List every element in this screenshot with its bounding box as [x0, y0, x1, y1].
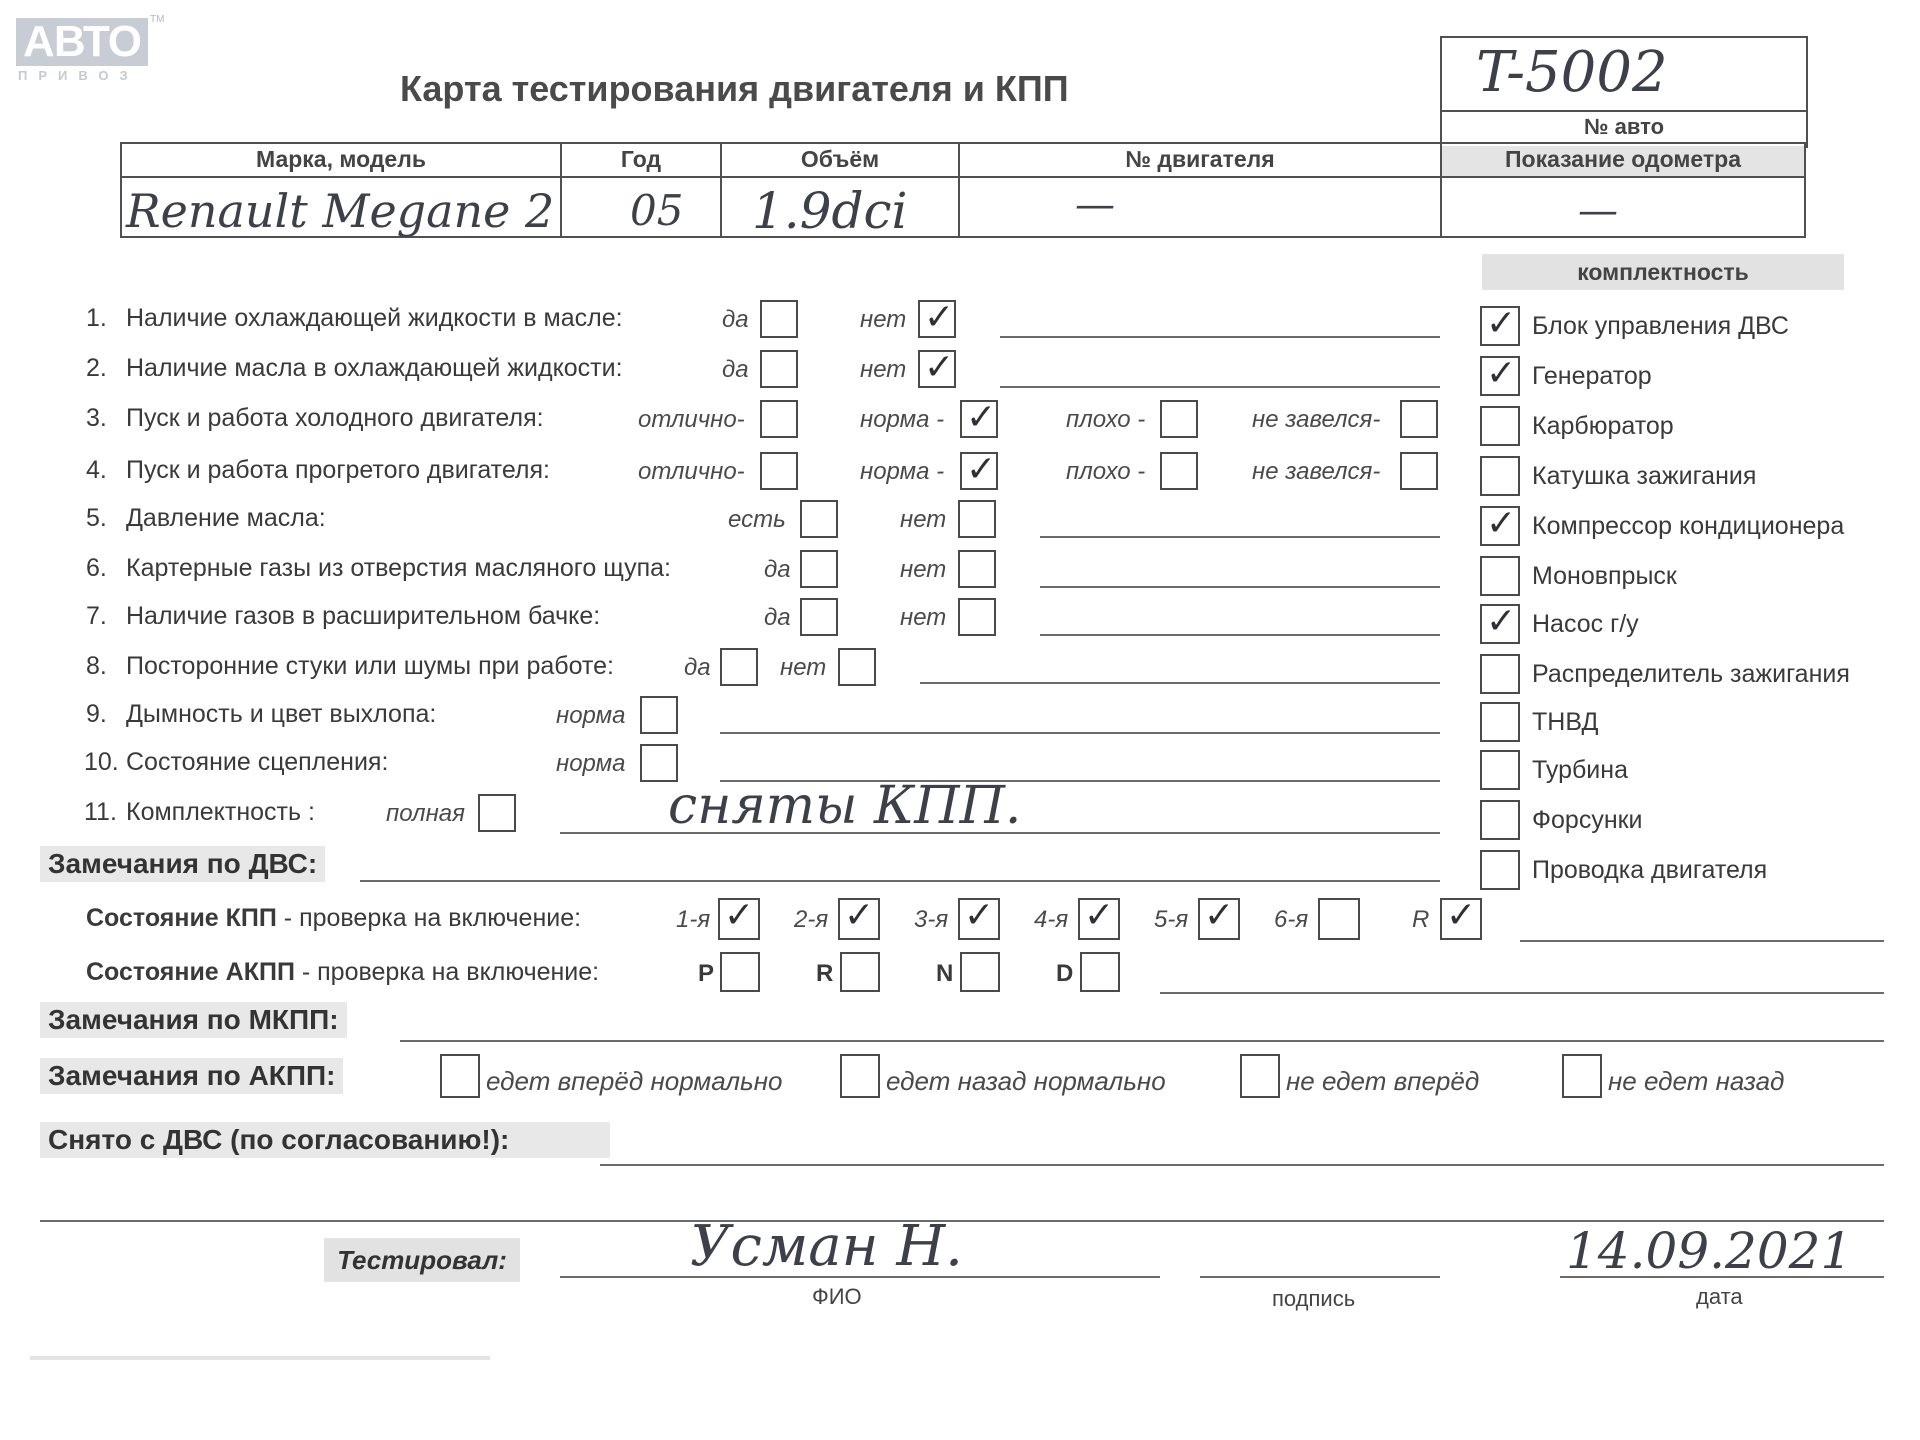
q5-est-label: есть — [728, 506, 786, 533]
car-number-value: T-5002 — [1476, 40, 1668, 105]
value-volume: 1.9dci — [752, 182, 908, 240]
kpp-gear-label: 6-я — [1274, 906, 1309, 933]
q7-net-checkbox[interactable] — [958, 598, 996, 636]
value-year: 05 — [630, 186, 684, 235]
q7-da-label: да — [764, 604, 791, 631]
q1-text: Наличие охлаждающей жидкости в масле: — [126, 304, 623, 332]
q4-text: Пуск и работа прогретого двигателя: — [126, 456, 550, 484]
q3-otlichno-checkbox[interactable] — [760, 400, 798, 438]
q8-da-label: да — [684, 654, 711, 681]
akpp-mode-label: R — [816, 960, 834, 987]
q5-net-checkbox[interactable] — [958, 500, 996, 538]
value-engine-no: — — [1075, 182, 1115, 228]
signature-caption: подпись — [1272, 1286, 1356, 1311]
akpp-mode-label: N — [936, 960, 954, 987]
kpp-gear-checkbox[interactable] — [1440, 898, 1482, 940]
logo-trademark: TM — [150, 14, 165, 25]
q5-net-label: нет — [900, 506, 947, 533]
remarks-akpp-title: Замечания по АКПП: — [40, 1058, 343, 1094]
komplekt-checkbox[interactable] — [1480, 800, 1520, 840]
komplekt-checkbox[interactable] — [1480, 750, 1520, 790]
kpp-gear-label: R — [1412, 906, 1430, 933]
col-header-engine-no: № двигателя — [1125, 146, 1275, 172]
kpp-gear-checkbox[interactable] — [1198, 898, 1240, 940]
q3-num: 3. — [86, 404, 107, 432]
q6-net-checkbox[interactable] — [958, 550, 996, 588]
q11-polnaya-label: полная — [386, 800, 465, 827]
q3-norma-label: норма - — [860, 406, 945, 433]
q3-norma-checkbox[interactable] — [960, 400, 998, 438]
q9-text: Дымность и цвет выхлопа: — [126, 700, 437, 728]
q1-num: 1. — [86, 304, 107, 332]
komplekt-checkbox[interactable] — [1480, 604, 1520, 644]
akpp-no-forward-label: не едет вперёд — [1286, 1066, 1480, 1096]
q2-net-checkbox[interactable] — [918, 350, 956, 388]
komplekt-checkbox[interactable] — [1480, 506, 1520, 546]
q3-text: Пуск и работа холодного двигателя: — [126, 404, 544, 432]
q7-net-label: нет — [900, 604, 947, 631]
q4-ne-zavelsya-checkbox[interactable] — [1400, 452, 1438, 490]
akpp-mode-checkbox[interactable] — [720, 952, 760, 992]
q2-da-checkbox[interactable] — [760, 350, 798, 388]
q3-ploho-label: плохо - — [1066, 406, 1146, 433]
akpp-mode-checkbox[interactable] — [960, 952, 1000, 992]
car-number-label: № авто — [1583, 114, 1665, 139]
remarks-mkpp-title: Замечания по МКПП: — [40, 1002, 347, 1038]
q7-da-checkbox[interactable] — [800, 598, 838, 636]
akpp-label: Состояние АКПП - проверка на включение: — [86, 958, 600, 986]
kpp-gear-label: 5-я — [1154, 906, 1189, 933]
date-caption: дата — [1696, 1284, 1743, 1309]
q7-num: 7. — [86, 602, 107, 630]
akpp-no-backward-checkbox[interactable] — [1562, 1054, 1602, 1098]
q6-da-label: да — [764, 556, 791, 583]
akpp-mode-label: P — [698, 960, 715, 987]
komplekt-checkbox[interactable] — [1480, 556, 1520, 596]
logo-subtitle: ПРИВОЗ — [18, 68, 139, 83]
komplekt-item-label: Блок управления ДВС — [1532, 312, 1789, 340]
q6-net-label: нет — [900, 556, 947, 583]
akpp-no-forward-checkbox[interactable] — [1240, 1054, 1280, 1098]
komplekt-checkbox[interactable] — [1480, 356, 1520, 396]
komplekt-checkbox[interactable] — [1480, 306, 1520, 346]
kpp-label: Состояние КПП - проверка на включение: — [86, 904, 582, 932]
kpp-gear-label: 4-я — [1034, 906, 1069, 933]
q4-otlichno-label: отлично- — [638, 458, 745, 485]
tested-label: Тестировал: — [324, 1238, 520, 1282]
komplekt-item-label: Карбюратор — [1532, 412, 1674, 440]
q7-text: Наличие газов в расширительном бачке: — [126, 602, 601, 630]
q11-handwritten-note: сняты КПП. — [668, 776, 1022, 836]
q9-norma-checkbox[interactable] — [640, 696, 678, 734]
q6-text: Картерные газы из отверстия масляного щупа: — [126, 554, 671, 582]
q8-num: 8. — [86, 652, 107, 680]
komplekt-checkbox[interactable] — [1480, 850, 1520, 890]
value-odometer: — — [1578, 188, 1618, 234]
komplekt-item-label: Распределитель зажигания — [1532, 660, 1850, 688]
col-header-model: Марка, модель — [256, 146, 426, 172]
komplekt-item-label: Катушка зажигания — [1532, 462, 1757, 490]
q2-net-label: нет — [860, 356, 907, 383]
komplekt-checkbox[interactable] — [1480, 702, 1520, 742]
fio-caption: ФИО — [812, 1284, 862, 1309]
kpp-gear-checkbox[interactable] — [1078, 898, 1120, 940]
q3-ne-zavelsya-checkbox[interactable] — [1400, 400, 1438, 438]
kpp-gear-checkbox[interactable] — [958, 898, 1000, 940]
q1-da-checkbox[interactable] — [760, 300, 798, 338]
q5-est-checkbox[interactable] — [800, 500, 838, 538]
akpp-backward-ok-label: едет назад нормально — [886, 1066, 1166, 1096]
kpp-gear-label: 2-я — [794, 906, 829, 933]
page-title: Карта тестирования двигателя и КПП — [400, 68, 1069, 109]
q10-text: Состояние сцепления: — [126, 748, 389, 776]
q4-norma-checkbox[interactable] — [960, 452, 998, 490]
akpp-forward-ok-label: едет вперёд нормально — [486, 1066, 783, 1096]
q1-da-label: да — [722, 306, 749, 333]
col-header-volume: Объём — [800, 146, 880, 172]
akpp-backward-ok-checkbox[interactable] — [840, 1054, 880, 1098]
date-handwritten: 14.09.2021 — [1566, 1222, 1853, 1280]
komplekt-checkbox[interactable] — [1480, 456, 1520, 496]
q8-text: Посторонние стуки или шумы при работе: — [126, 652, 614, 680]
q1-net-checkbox[interactable] — [918, 300, 956, 338]
komplekt-item-label: Форсунки — [1532, 806, 1643, 834]
q11-num: 11. — [84, 798, 117, 826]
q2-text: Наличие масла в охлаждающей жидкости: — [126, 354, 623, 382]
q3-ploho-checkbox[interactable] — [1160, 400, 1198, 438]
kpp-gear-checkbox[interactable] — [718, 898, 760, 940]
value-model: Renault Megane 2 — [126, 184, 555, 238]
q8-net-label: нет — [780, 654, 827, 681]
q4-ploho-checkbox[interactable] — [1160, 452, 1198, 490]
q5-num: 5. — [86, 504, 107, 532]
komplekt-item-label: Турбина — [1532, 756, 1628, 784]
komplekt-item-label: ТНВД — [1532, 708, 1599, 736]
q9-num: 9. — [86, 700, 107, 728]
q8-da-checkbox[interactable] — [720, 648, 758, 686]
akpp-no-backward-label: не едет назад — [1608, 1066, 1785, 1096]
q4-num: 4. — [86, 456, 107, 484]
q4-ne-zavelsya-label: не завелся- — [1252, 458, 1381, 485]
komplekt-item-label: Генератор — [1532, 362, 1652, 390]
komplekt-checkbox[interactable] — [1480, 406, 1520, 446]
q5-text: Давление масла: — [126, 504, 326, 532]
q9-norma-label: норма — [556, 702, 626, 729]
akpp-mode-label: D — [1056, 960, 1074, 987]
akpp-mode-checkbox[interactable] — [1080, 952, 1120, 992]
q4-norma-label: норма - — [860, 458, 945, 485]
q11-polnaya-checkbox[interactable] — [478, 794, 516, 832]
kpp-gear-checkbox[interactable] — [1318, 898, 1360, 940]
col-header-year: Год — [620, 146, 662, 172]
komplekt-item-label: Моновпрыск — [1532, 562, 1677, 590]
q10-num: 10. — [84, 748, 119, 776]
komplekt-checkbox[interactable] — [1480, 654, 1520, 694]
col-header-odometer: Показание одометра — [1505, 146, 1741, 172]
q3-otlichno-label: отлично- — [638, 406, 745, 433]
komplekt-item-label: Проводка двигателя — [1532, 856, 1768, 884]
q1-net-label: нет — [860, 306, 907, 333]
kpp-gear-label: 3-я — [914, 906, 949, 933]
q11-text: Комплектность : — [126, 798, 315, 826]
q4-otlichno-checkbox[interactable] — [760, 452, 798, 490]
q6-num: 6. — [86, 554, 107, 582]
kpp-gear-checkbox[interactable] — [838, 898, 880, 940]
tested-fio-handwritten: Усман Н. — [690, 1214, 963, 1279]
komplekt-title: комплектность — [1482, 254, 1844, 290]
remarks-dvs-title: Замечания по ДВС: — [40, 846, 325, 882]
q3-ne-zavelsya-label: не завелся- — [1252, 406, 1381, 433]
kpp-gear-label: 1-я — [676, 906, 711, 933]
akpp-forward-ok-checkbox[interactable] — [440, 1054, 480, 1098]
q2-da-label: да — [722, 356, 749, 383]
komplekt-item-label: Насос г/у — [1532, 610, 1639, 638]
komplekt-item-label: Компрессор кондиционера — [1532, 512, 1845, 540]
q8-net-checkbox[interactable] — [838, 648, 876, 686]
akpp-mode-checkbox[interactable] — [840, 952, 880, 992]
q6-da-checkbox[interactable] — [800, 550, 838, 588]
q2-num: 2. — [86, 354, 107, 382]
q10-norma-label: норма — [556, 750, 626, 777]
q4-ploho-label: плохо - — [1066, 458, 1146, 485]
logo: АВТО — [16, 18, 148, 66]
removed-title: Снято с ДВС (по согласованию!): — [40, 1122, 610, 1158]
